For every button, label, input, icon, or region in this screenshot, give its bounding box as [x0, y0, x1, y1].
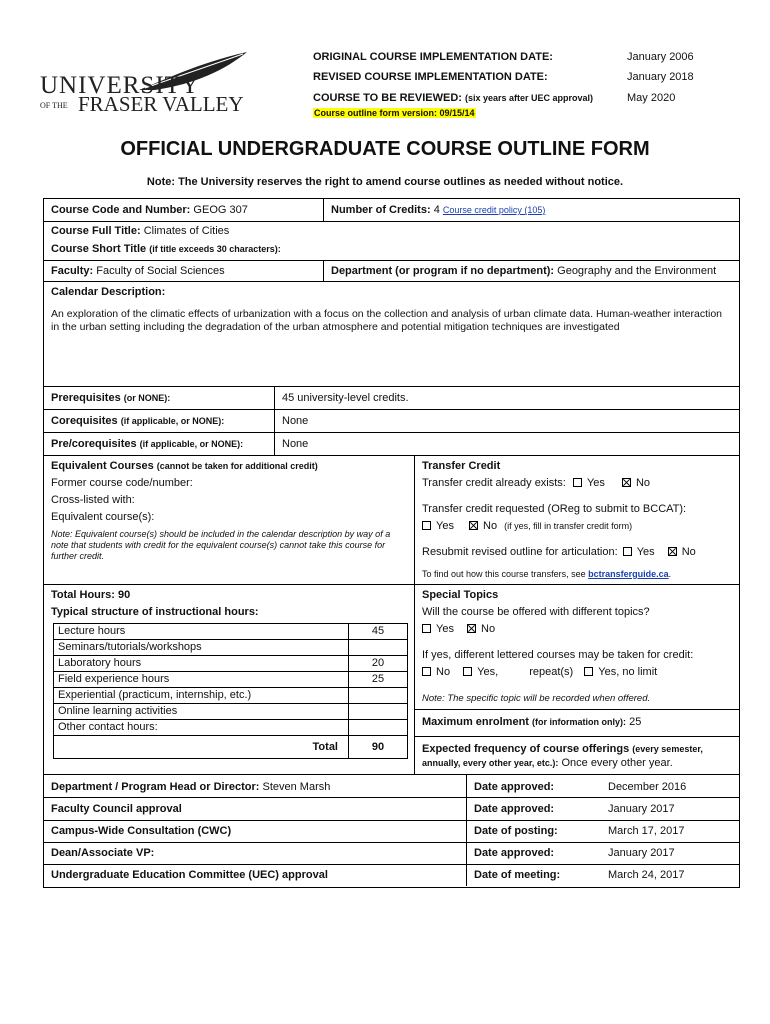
former-code: Former course code/number:: [51, 477, 193, 489]
short-title-label: Course Short Title: [51, 243, 147, 255]
approval-date-label: Date approved:: [474, 847, 555, 859]
approval-label: Campus-Wide Consultation (CWC): [51, 825, 232, 837]
equivalent: [51, 460, 318, 472]
table-row-total: [54, 736, 408, 759]
credits-label: Number of Credits:: [331, 204, 431, 216]
equivalent-footnote: Note: Equivalent course(s) should be included in the calendar description by way of a note that students with credit for the equivalent course(s) cannot take this course for further credit.: [51, 529, 391, 561]
amend-note: Note: The University reserves the right to amend course outlines as needed without notice.: [146, 176, 624, 188]
short-title: [51, 243, 281, 255]
approval-label: Dean/Associate VP:: [51, 847, 155, 859]
approval-label: Department / Program Head or Director:: [51, 781, 260, 793]
approval-date: March 17, 2017: [608, 825, 685, 837]
frequency: [422, 742, 734, 770]
precoreq-label: Pre/corequisites: [51, 438, 137, 450]
equivalent-courses: Equivalent course(s):: [51, 511, 155, 523]
approval-label: Undergraduate Education Committee (UEC) approval: [51, 869, 328, 881]
cross-listed: Cross-listed with:: [51, 494, 135, 506]
department: [331, 265, 716, 277]
yes-label: Yes: [436, 623, 454, 635]
hour-name: Online learning activities: [54, 704, 349, 720]
full-title-label: Course Full Title:: [51, 225, 141, 237]
prereq-value: 45 university-level credits.: [282, 392, 409, 404]
hour-value: 45: [349, 624, 408, 640]
university-logo: [40, 50, 255, 122]
faculty: [51, 265, 225, 277]
hour-value: 20: [349, 656, 408, 672]
orig-impl-label: ORIGINAL COURSE IMPLEMENTATION DATE:: [313, 51, 553, 63]
max-enrolment-note: (for information only):: [532, 717, 627, 727]
resubmit-yes-checkbox[interactable]: [623, 547, 632, 556]
divider: [43, 221, 739, 222]
divider: [43, 260, 739, 261]
approval-date-label: Date of meeting:: [474, 869, 561, 881]
divider: [43, 386, 739, 387]
hour-total-value: 90: [349, 736, 408, 759]
divider: [323, 198, 324, 221]
hour-value: 25: [349, 672, 408, 688]
transfer-guide-end: .: [668, 569, 672, 579]
course-code: [51, 204, 248, 216]
precoreq-value: None: [282, 438, 309, 450]
full-title-value: Climates of Cities: [143, 225, 230, 237]
prereq: [51, 392, 170, 404]
calendar-label: Calendar Description:: [51, 286, 166, 298]
divider: [414, 455, 415, 774]
divider: [414, 736, 739, 737]
special-q1: Will the course be offered with different topics?: [422, 606, 650, 618]
transfer-requested-options: [422, 520, 632, 532]
table-row: [54, 720, 408, 736]
logo-university: UNIVERSITY: [40, 72, 200, 99]
transfer-form-note: (if yes, fill in transfer credit form): [504, 521, 633, 531]
approval-date: January 2017: [608, 847, 675, 859]
full-title: [51, 225, 229, 237]
approval-date: December 2016: [608, 781, 687, 793]
approval-date-label: Date approved:: [474, 781, 555, 793]
divider: [43, 281, 739, 282]
table-row: [54, 704, 408, 720]
rev-impl-label: REVISED COURSE IMPLEMENTATION DATE:: [313, 71, 548, 83]
divider: [43, 820, 739, 821]
table-row: [54, 624, 408, 640]
approval-date-label: Date approved:: [474, 803, 555, 815]
department-label: Department (or program if no department):: [331, 265, 555, 277]
faculty-label: Faculty:: [51, 265, 94, 277]
transfer-guide: [422, 569, 671, 579]
divider: [414, 709, 739, 710]
prereq-label: Prerequisites: [51, 392, 121, 404]
coreq-label: Corequisites: [51, 415, 118, 427]
divider: [43, 584, 739, 585]
divider: [43, 864, 739, 865]
credits: [331, 204, 545, 216]
yes-label: Yes: [636, 546, 655, 558]
divider: [43, 409, 739, 410]
approval-label: Faculty Council approval: [51, 803, 182, 815]
resubmit-label: Resubmit revised outline for articulation:: [422, 546, 618, 558]
divider: [43, 432, 739, 433]
approval-date: March 24, 2017: [608, 869, 685, 881]
no-label: No: [481, 623, 496, 635]
logo-fraser-valley: FRASER VALLEY: [78, 92, 244, 116]
no-label: No: [436, 666, 451, 678]
hour-name: Laboratory hours: [54, 656, 349, 672]
transfer-exists: [422, 477, 650, 489]
transfer-label: Transfer Credit: [422, 460, 501, 472]
page-title: OFFICIAL UNDERGRADUATE COURSE OUTLINE FORM: [120, 138, 650, 160]
department-value: Geography and the Environment: [557, 265, 717, 277]
credit-policy-link[interactable]: Course credit policy (105): [442, 205, 546, 215]
transfer-requested: Transfer credit requested (OReg to submit to BCCAT):: [422, 503, 687, 515]
divider: [323, 260, 324, 281]
short-title-note: (if title exceeds 30 characters):: [149, 244, 281, 254]
precoreq-note: (if applicable, or NONE):: [139, 439, 244, 449]
total-hours: [51, 589, 130, 601]
total-hours-label: Total Hours:: [51, 589, 115, 601]
approval-dept: [51, 781, 330, 793]
review-value: May 2020: [627, 92, 676, 104]
table-row: [54, 672, 408, 688]
divider: [466, 774, 467, 886]
transfer-guide-text: To find out how this course transfers, see: [422, 569, 586, 579]
structure-label: Typical structure of instructional hours:: [51, 606, 259, 618]
hour-value: [349, 640, 408, 656]
divider: [43, 842, 739, 843]
lettered-yes-checkbox[interactable]: [463, 667, 472, 676]
frequency-value: Once every other year.: [561, 757, 673, 769]
calendar-text: An exploration of the climatic effects of urbanization with a focus on the collection and analysis of urban climate data. Human-weather interaction in the urban setting including the degradation of the urban atmosphere and potential mitigation techniques are investigated: [51, 308, 723, 333]
frequency-note: (every semester, annually, every other year, etc.):: [422, 744, 703, 768]
table-row: [54, 688, 408, 704]
yes-label: Yes: [586, 477, 605, 489]
equivalent-note: (cannot be taken for additional credit): [156, 461, 318, 471]
faculty-value: Faculty of Social Sciences: [96, 265, 225, 277]
resubmit-no-checkbox[interactable]: [668, 547, 677, 556]
hour-name: Seminars/tutorials/workshops: [54, 640, 349, 656]
resubmit: [422, 546, 696, 558]
hours-table: [53, 623, 408, 759]
max-enrolment-label: Maximum enrolment: [422, 716, 529, 728]
approval-value: Steven Marsh: [262, 781, 331, 793]
repeat-label: repeat(s): [529, 666, 574, 678]
precoreq: [51, 438, 243, 450]
special-topics-label: Special Topics: [422, 589, 499, 601]
special-no-checkbox[interactable]: [467, 624, 476, 633]
coreq-value: None: [282, 415, 309, 427]
no-label: No: [635, 477, 651, 489]
hour-name: Field experience hours: [54, 672, 349, 688]
divider: [43, 774, 739, 775]
special-yes-checkbox[interactable]: [422, 624, 431, 633]
transfer-requested-yes-checkbox[interactable]: [422, 521, 431, 530]
credits-value: 4: [433, 204, 440, 216]
bctransferguide-link[interactable]: bctransferguide.ca: [588, 569, 669, 579]
special-q2: If yes, different lettered courses may be taken for credit:: [422, 649, 694, 661]
table-row: [54, 640, 408, 656]
hour-value: [349, 720, 408, 736]
hour-value: [349, 688, 408, 704]
no-label: No: [483, 520, 498, 532]
frequency-label: Expected frequency of course offerings: [422, 743, 630, 755]
version-badge: Course outline form version: 09/15/14: [314, 108, 475, 118]
coreq: [51, 415, 224, 427]
equivalent-label: Equivalent Courses: [51, 460, 154, 472]
special-q1-options: [422, 623, 495, 635]
review-label: COURSE TO BE REVIEWED:: [313, 92, 462, 104]
special-note: Note: The specific topic will be recorded when offered.: [422, 693, 651, 704]
divider: [43, 455, 739, 456]
lettered-nolimit-checkbox[interactable]: [584, 667, 593, 676]
transfer-exists-label: Transfer credit already exists:: [422, 477, 566, 489]
course-code-value: GEOG 307: [193, 204, 248, 216]
transfer-exists-no-checkbox[interactable]: [622, 478, 631, 487]
table-row: [54, 656, 408, 672]
rev-impl-value: January 2018: [627, 71, 694, 83]
total-hours-value: 90: [118, 589, 131, 601]
coreq-note: (if applicable, or NONE):: [120, 416, 225, 426]
special-q2-options: [422, 666, 657, 678]
hour-name: Lecture hours: [54, 624, 349, 640]
hour-value: [349, 704, 408, 720]
nolimit-label: Yes, no limit: [598, 666, 658, 678]
course-code-label: Course Code and Number:: [51, 204, 191, 216]
approval-date: January 2017: [608, 803, 675, 815]
hour-name: Other contact hours:: [54, 720, 349, 736]
divider: [43, 797, 739, 798]
hour-total-label: Total: [54, 736, 349, 759]
review-row: [313, 92, 593, 104]
hour-name: Experiential (practicum, internship, etc.): [54, 688, 349, 704]
approval-date-label: Date of posting:: [474, 825, 558, 837]
lettered-no-checkbox[interactable]: [422, 667, 431, 676]
transfer-exists-yes-checkbox[interactable]: [573, 478, 582, 487]
max-enrolment-value: 25: [629, 716, 642, 728]
transfer-requested-no-checkbox[interactable]: [469, 521, 478, 530]
yes-label: Yes: [436, 520, 454, 532]
logo-of-the: OF THE: [40, 101, 68, 110]
orig-impl-value: January 2006: [627, 51, 694, 63]
max-enrolment: [422, 716, 641, 728]
divider: [274, 386, 275, 455]
yes-label: Yes,: [477, 666, 499, 678]
prereq-note: (or NONE):: [123, 393, 171, 403]
no-label: No: [681, 546, 696, 558]
review-note: (six years after UEC approval): [465, 93, 594, 103]
